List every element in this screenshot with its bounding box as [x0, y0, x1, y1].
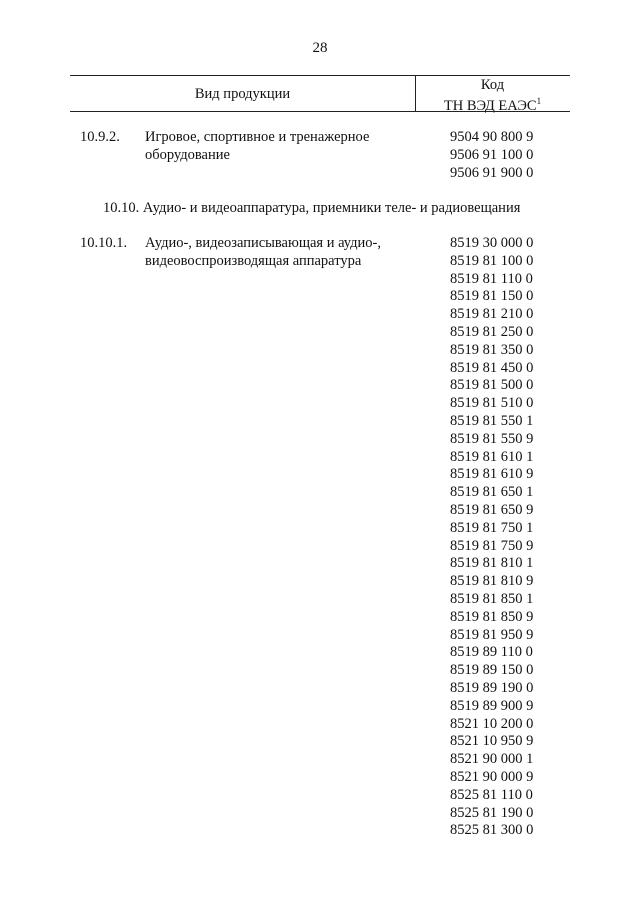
code-item: 9504 90 800 9	[450, 129, 534, 145]
entry-product-name: Игровое, спортивное и тренажерное оборудование	[145, 129, 370, 163]
code-item: 8519 81 550 1	[450, 412, 534, 429]
code-item: 8519 81 810 1	[450, 555, 534, 572]
code-item: 8519 89 110 0	[450, 644, 533, 661]
code-item: 8519 81 250 0	[450, 323, 534, 340]
header-code-line2: ТН ВЭД ЕАЭС$^1$	[443, 96, 542, 114]
entry-number: 10.10.1.	[80, 235, 128, 251]
code-item: 8525 81 110 0	[450, 786, 533, 803]
code-item: 8519 81 750 9	[450, 537, 534, 554]
entry-product-name: Аудио-, видеозаписывающая и аудио-, видеовоспроизводящая аппаратура	[145, 235, 381, 269]
code-item: 8519 89 900 9	[450, 697, 534, 714]
code-item: 8519 81 500 0	[450, 377, 534, 394]
code-item: 8519 81 450 0	[450, 359, 534, 376]
code-item: 8525 81 300 0	[450, 822, 534, 839]
code-item: 8519 81 350 0	[450, 341, 534, 358]
code-item: 8519 81 750 1	[450, 519, 534, 536]
code-item: 8519 81 110 0	[450, 270, 533, 287]
code-item: 8519 81 950 9	[450, 626, 534, 643]
code-item: 8521 90 000 1	[450, 751, 534, 768]
code-item: 8519 81 810 9	[450, 573, 534, 590]
entry-number: 10.9.2.	[80, 129, 120, 145]
code-item: 8519 89 150 0	[450, 662, 534, 679]
code-item: 8521 10 950 9	[450, 733, 534, 750]
code-item: 8519 81 650 9	[450, 501, 534, 518]
code-item: 8519 89 190 0	[450, 679, 534, 696]
header-product-column: Вид продукции	[194, 86, 291, 102]
code-item: 8519 81 650 1	[450, 484, 534, 501]
entry-code-list	[450, 129, 533, 182]
code-item: 8519 81 150 0	[450, 288, 534, 305]
table-top-rule	[70, 75, 570, 76]
header-code-line1: Код	[480, 77, 505, 93]
entry-code-list	[450, 235, 533, 840]
code-item: 9506 91 100 0	[450, 146, 534, 163]
code-item: 8519 81 610 1	[450, 448, 534, 465]
page-number: 28	[312, 40, 328, 56]
code-item: 8525 81 190 0	[450, 804, 534, 821]
code-item: 9506 91 900 0	[450, 164, 534, 181]
code-item: 8521 10 200 0	[450, 715, 534, 732]
code-item: 8519 81 210 0	[450, 306, 534, 323]
code-item: 8519 81 610 9	[450, 466, 534, 483]
code-item: 8519 81 850 9	[450, 608, 534, 625]
code-item: 8519 30 000 0	[450, 235, 534, 251]
header-code-column	[415, 77, 570, 114]
footnote-marker: 1	[536, 96, 542, 106]
section-heading: 10.10. Аудио- и видеоаппаратура, приемники теле- и радиовещания	[103, 200, 521, 216]
code-item: 8519 81 100 0	[450, 252, 534, 269]
code-item: 8519 81 550 9	[450, 430, 534, 447]
code-item: 8519 81 850 1	[450, 590, 534, 607]
code-item: 8521 90 000 9	[450, 768, 534, 785]
table-header-bottom-rule	[70, 111, 570, 112]
code-item: 8519 81 510 0	[450, 395, 534, 412]
